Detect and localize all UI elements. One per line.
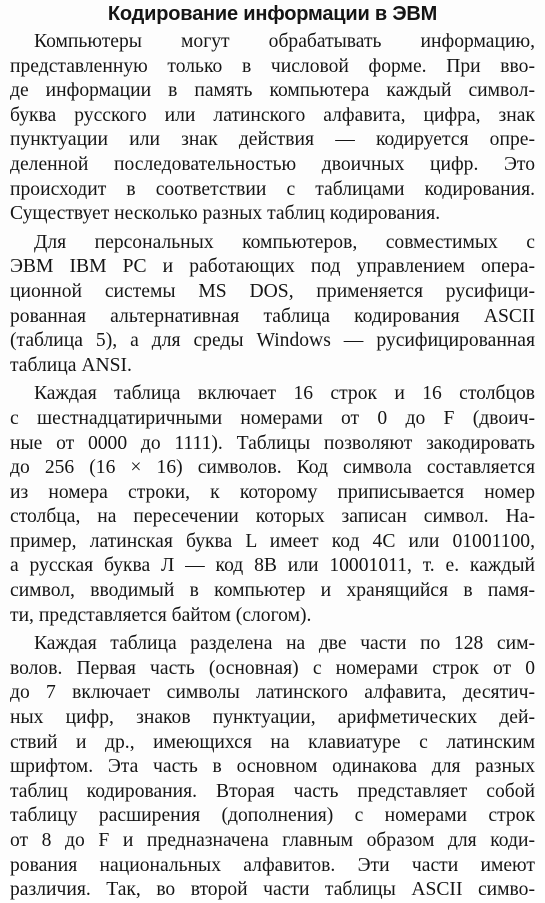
- paragraph: [10, 632, 535, 903]
- text-line: деленной последовательностью двоичных цифр. Это: [10, 153, 535, 175]
- text-line: Компьютеры могут обрабатывать информацию,: [34, 31, 535, 52]
- text-line: рования национальных алфавитов. Эти части имеют: [10, 854, 535, 876]
- text-line: таблица ANSI.: [10, 354, 132, 376]
- text-line: ти, представляется байтом (слогом).: [10, 604, 312, 626]
- text-line: ных цифр, знаков пунктуации, арифметических дей-: [10, 707, 535, 729]
- text-line: волов. Первая часть (основная) с номерами строк от 0: [10, 657, 535, 679]
- text-line: рованная альтернативная таблица кодирования ASCII: [10, 305, 535, 327]
- text-line: Для персональных компьютеров, совместимых с: [34, 231, 535, 253]
- text-line: до 256 (16 × 16) символов. Код символа составляется: [10, 457, 535, 479]
- text-line: символ, вводимый в компьютер и хранящийся в памя-: [10, 580, 535, 602]
- text-line: пунктуации или знак действия — кодируется опре-: [10, 129, 535, 151]
- text-line: а русская буква Л — код 8B или 10001011, т. е. каждый: [10, 555, 535, 577]
- document-body: [10, 30, 535, 903]
- text-line: пример, латинская буква L имеет код 4C или 01001100,: [10, 530, 535, 552]
- text-line: с шестнадцатиричными номерами от 0 до F (двоич-: [10, 407, 535, 429]
- text-line: ЭВМ IBM PC и работающих под управлением опера-: [10, 256, 535, 278]
- text-line: до 7 включает символы латинского алфавита, десятич-: [10, 682, 535, 704]
- document-title: Кодирование информации в ЭВМ: [107, 3, 438, 25]
- text-line: из номера строки, к которому приписывается номер: [10, 481, 535, 503]
- text-line: происходит в соответствии с таблицами кодирования.: [10, 178, 535, 200]
- text-line: Каждая таблица разделена на две части по 128 сим-: [34, 633, 535, 655]
- text-line: от 8 до F и предназначена главным образом для коди-: [10, 830, 535, 851]
- text-line: столбца, на пересечении которых записан символ. На-: [10, 506, 535, 528]
- text-line: буква русского или латинского алфавита, цифра, знак: [10, 104, 535, 126]
- text-line: де информации в память компьютера каждый символ-: [10, 80, 535, 102]
- text-line: представленную только в числовой форме. При вво-: [10, 55, 535, 77]
- paragraph: [10, 382, 535, 628]
- text-line: таблиц кодирования. Вторая часть представляет собой: [10, 780, 535, 802]
- text-line: таблицу расширения (дополнения) с номерами строк: [10, 805, 535, 827]
- text-line: ционной системы MS DOS, применяется русифици-: [10, 280, 535, 302]
- text-line: Существует несколько разных таблиц кодирования.: [10, 203, 441, 225]
- paragraph: [10, 231, 535, 379]
- text-line: различия. Так, во второй части таблицы ASCII симво-: [10, 879, 535, 901]
- text-line: ствий и др., имеющихся на клавиатуре с латинским: [10, 731, 535, 753]
- paragraph: [10, 30, 535, 227]
- text-line: (таблица 5), а для среды Windows — русифицированная: [10, 330, 535, 352]
- text-line: ные от 0000 до 1111). Таблицы позволяют закодировать: [10, 432, 535, 454]
- text-line: Каждая таблица включает 16 строк и 16 столбцов: [34, 383, 535, 405]
- text-line: шрифтом. Эта часть в основном одинакова для разных: [10, 756, 535, 778]
